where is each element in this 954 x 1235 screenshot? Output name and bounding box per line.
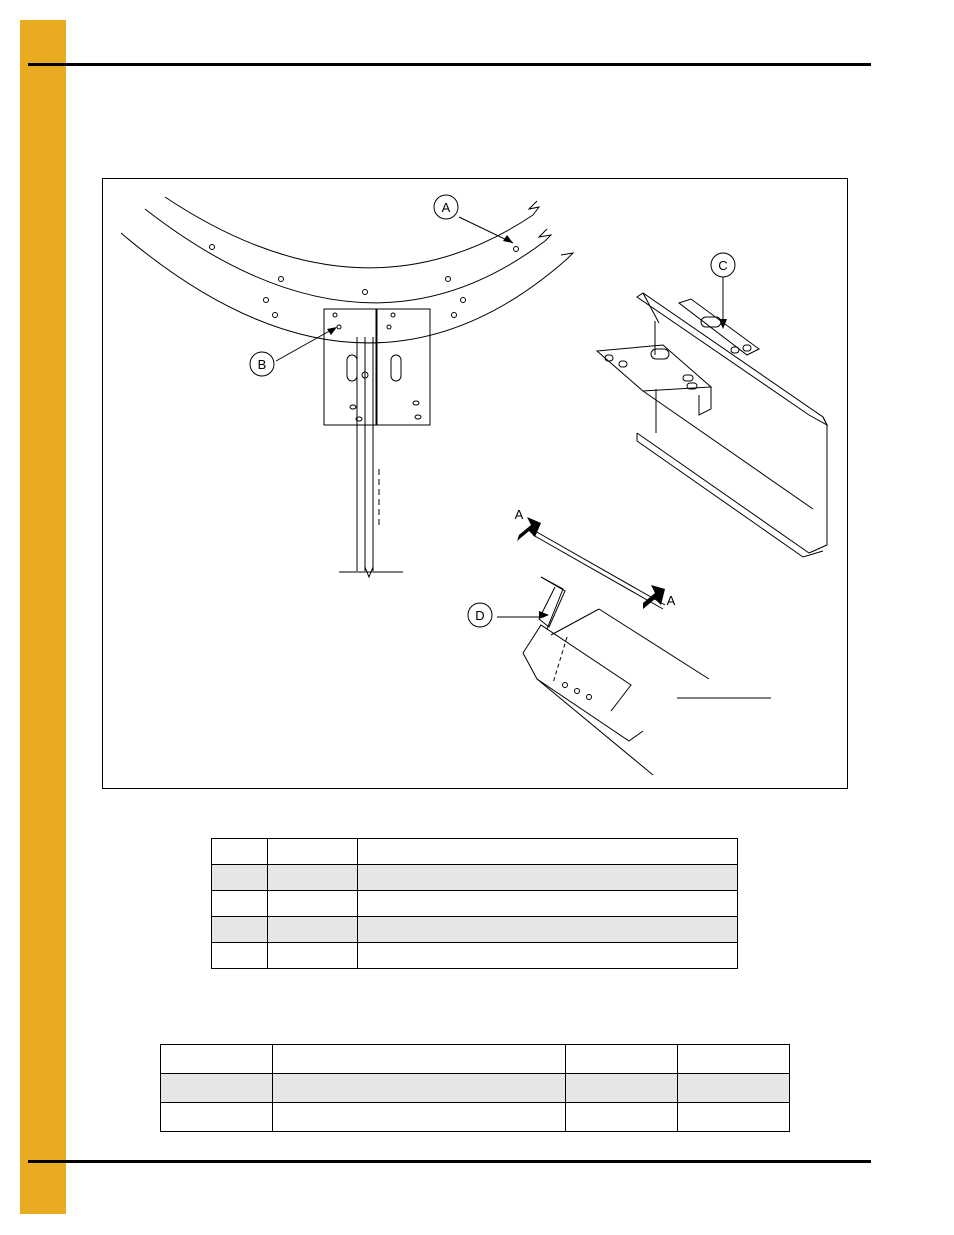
table-row <box>212 917 738 943</box>
table-cell <box>268 917 358 943</box>
table-row <box>212 891 738 917</box>
table-row <box>212 943 738 969</box>
column-header <box>273 1045 566 1074</box>
table-cell <box>566 1074 678 1103</box>
table-cell <box>212 917 268 943</box>
table-row <box>212 865 738 891</box>
table-cell <box>212 891 268 917</box>
table-cell <box>212 865 268 891</box>
table-cell <box>273 1103 566 1132</box>
table-row <box>161 1103 790 1132</box>
table-cell <box>161 1103 273 1132</box>
kit-table <box>160 1044 790 1132</box>
section-label-right: A <box>666 593 676 608</box>
table-cell <box>273 1074 566 1103</box>
footer-rule <box>28 1160 871 1163</box>
table-header-row <box>212 839 738 865</box>
column-header <box>268 839 358 865</box>
table-cell <box>358 917 738 943</box>
section-detail <box>523 531 771 775</box>
channel-bracket <box>597 293 827 557</box>
ring-bolt-holes <box>210 245 519 318</box>
table-cell <box>566 1103 678 1132</box>
section-label-left: A <box>514 507 524 522</box>
table-cell <box>268 865 358 891</box>
callout-d: D <box>475 608 485 623</box>
ring-band <box>121 197 573 343</box>
table-cell <box>678 1103 790 1132</box>
table-cell <box>268 943 358 969</box>
leader-arrowheads <box>327 235 727 619</box>
parts-table <box>211 838 738 969</box>
table-cell <box>212 943 268 969</box>
table-cell <box>161 1074 273 1103</box>
assembly-figure <box>102 178 848 789</box>
table-row <box>161 1074 790 1103</box>
table-header-row <box>161 1045 790 1074</box>
callout-b: B <box>257 357 267 372</box>
table-cell <box>358 865 738 891</box>
callout-c: C <box>718 258 728 273</box>
table-cell <box>358 891 738 917</box>
column-header <box>212 839 268 865</box>
support-bracket <box>324 309 430 577</box>
table-cell <box>268 891 358 917</box>
table-cell <box>678 1074 790 1103</box>
header-rule <box>28 63 871 66</box>
section-side-tab <box>20 20 66 1214</box>
table-cell <box>358 943 738 969</box>
column-header <box>161 1045 273 1074</box>
assembly-drawing <box>103 179 849 790</box>
column-header <box>358 839 738 865</box>
callout-a: A <box>441 200 451 215</box>
column-header <box>566 1045 678 1074</box>
column-header <box>678 1045 790 1074</box>
